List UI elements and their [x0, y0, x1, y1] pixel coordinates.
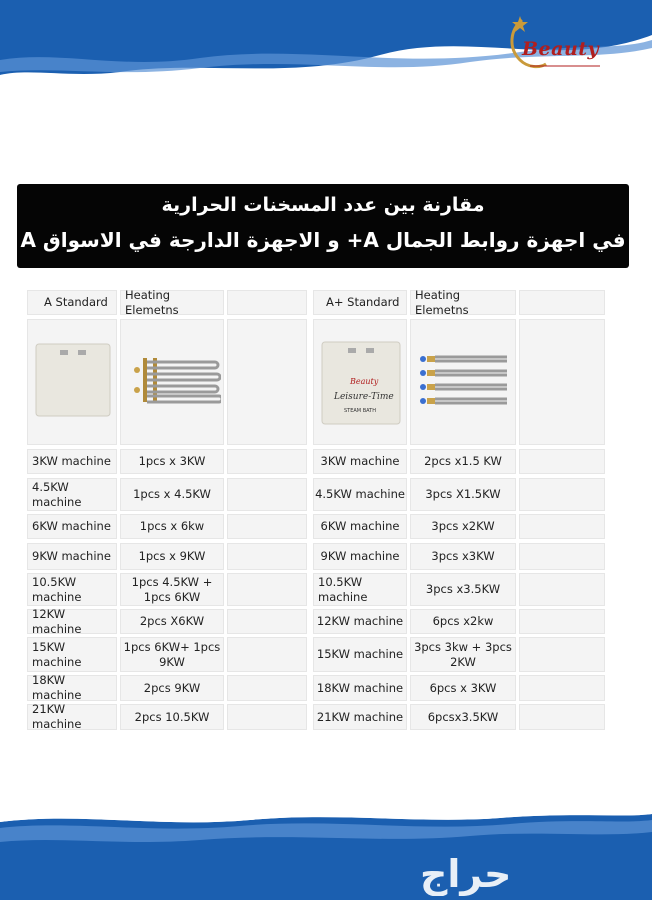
left-row-empty [227, 449, 307, 474]
right-empty-image-cell [519, 319, 605, 445]
left-row-empty [227, 543, 307, 570]
title-banner [17, 184, 629, 268]
left-row-empty [227, 637, 307, 672]
left-row-elements: 2pcs X6KW [120, 609, 224, 634]
left-row-empty [227, 609, 307, 634]
device-brand-label: Beauty [350, 377, 379, 386]
right-row-empty [519, 637, 605, 672]
left-row-elements: 2pcs 9KW [120, 675, 224, 701]
left-row-elements: 1pcs 4.5KW + 1pcs 6KW [120, 573, 224, 606]
right-row-empty [519, 675, 605, 701]
right-row-machine: 10.5KW machine [313, 573, 407, 606]
steam-generator-icon [32, 340, 114, 420]
left-row-elements: 2pcs 10.5KW [120, 704, 224, 730]
device-model-label: Leisure-Time [334, 392, 394, 402]
right-row-machine: 18KW machine [313, 675, 407, 701]
left-device-image-cell [27, 319, 117, 445]
right-row-machine: 15KW machine [313, 637, 407, 672]
left-row-empty [227, 704, 307, 730]
left-row-elements: 1pcs x 6kw [120, 514, 224, 539]
right-row-elements: 6pcs x 3KW [410, 675, 516, 701]
right-row-elements: 3pcs 3kw + 3pcs 2KW [410, 637, 516, 672]
right-row-elements: 3pcs x3.5KW [410, 573, 516, 606]
left-header-elements: Heating Elemetns [120, 290, 224, 315]
bottom-wave-decoration [0, 810, 652, 900]
left-row-machine: 6KW machine [27, 514, 117, 539]
left-empty-image-cell [227, 319, 307, 445]
right-row-elements: 3pcs X1.5KW [410, 478, 516, 511]
right-row-machine: 9KW machine [313, 543, 407, 570]
right-header-standard: A+ Standard [313, 290, 407, 315]
right-row-empty [519, 609, 605, 634]
left-row-empty [227, 573, 307, 606]
left-row-machine: 9KW machine [27, 543, 117, 570]
left-elements-image-cell [120, 319, 224, 445]
left-row-empty [227, 514, 307, 539]
right-row-machine: 12KW machine [313, 609, 407, 634]
left-row-machine: 15KW machine [27, 637, 117, 672]
right-row-empty [519, 514, 605, 539]
device-type-label: STEAM BATH [344, 408, 376, 414]
right-row-machine: 21KW machine [313, 704, 407, 730]
left-header-standard: A Standard [27, 290, 117, 315]
heating-element-icon [125, 350, 221, 410]
watermark-text: حراج [420, 852, 512, 896]
left-row-machine: 4.5KW machine [27, 478, 117, 511]
right-row-elements: 2pcs x1.5 KW [410, 449, 516, 474]
right-row-elements: 3pcs x2KW [410, 514, 516, 539]
left-row-machine: 10.5KW machine [27, 573, 117, 606]
right-device-image-cell [313, 319, 407, 445]
right-row-machine: 4.5KW machine [313, 478, 407, 511]
title-line-1: مقارنة بين عدد المسخنات الحرارية [161, 194, 485, 216]
title-line-2: في اجهزة روابط الجمال A+ و الاجهزة الدارجة في الاسواق A [20, 228, 626, 252]
left-row-elements: 1pcs x 3KW [120, 449, 224, 474]
left-row-machine: 12KW machine [27, 609, 117, 634]
left-row-empty [227, 675, 307, 701]
left-row-machine: 21KW machine [27, 704, 117, 730]
right-row-empty [519, 478, 605, 511]
right-row-machine: 6KW machine [313, 514, 407, 539]
right-row-elements: 3pcs x3KW [410, 543, 516, 570]
right-row-empty [519, 573, 605, 606]
left-row-elements: 1pcs x 9KW [120, 543, 224, 570]
left-row-elements: 1pcs x 4.5KW [120, 478, 224, 511]
right-row-elements: 6pcs x2kw [410, 609, 516, 634]
right-header-elements: Heating Elemetns [410, 290, 516, 315]
right-row-empty [519, 543, 605, 570]
brand-logo-text: Beauty [522, 38, 600, 60]
right-row-empty [519, 704, 605, 730]
heating-element-icon [415, 350, 513, 414]
left-row-machine: 18KW machine [27, 675, 117, 701]
right-row-machine: 3KW machine [313, 449, 407, 474]
left-row-empty [227, 478, 307, 511]
left-header-empty [227, 290, 307, 315]
left-row-elements: 1pcs 6KW+ 1pcs 9KW [120, 637, 224, 672]
left-row-machine: 3KW machine [27, 449, 117, 474]
right-row-empty [519, 449, 605, 474]
right-elements-image-cell [410, 319, 516, 445]
right-header-empty [519, 290, 605, 315]
right-row-elements: 6pcsx3.5KW [410, 704, 516, 730]
